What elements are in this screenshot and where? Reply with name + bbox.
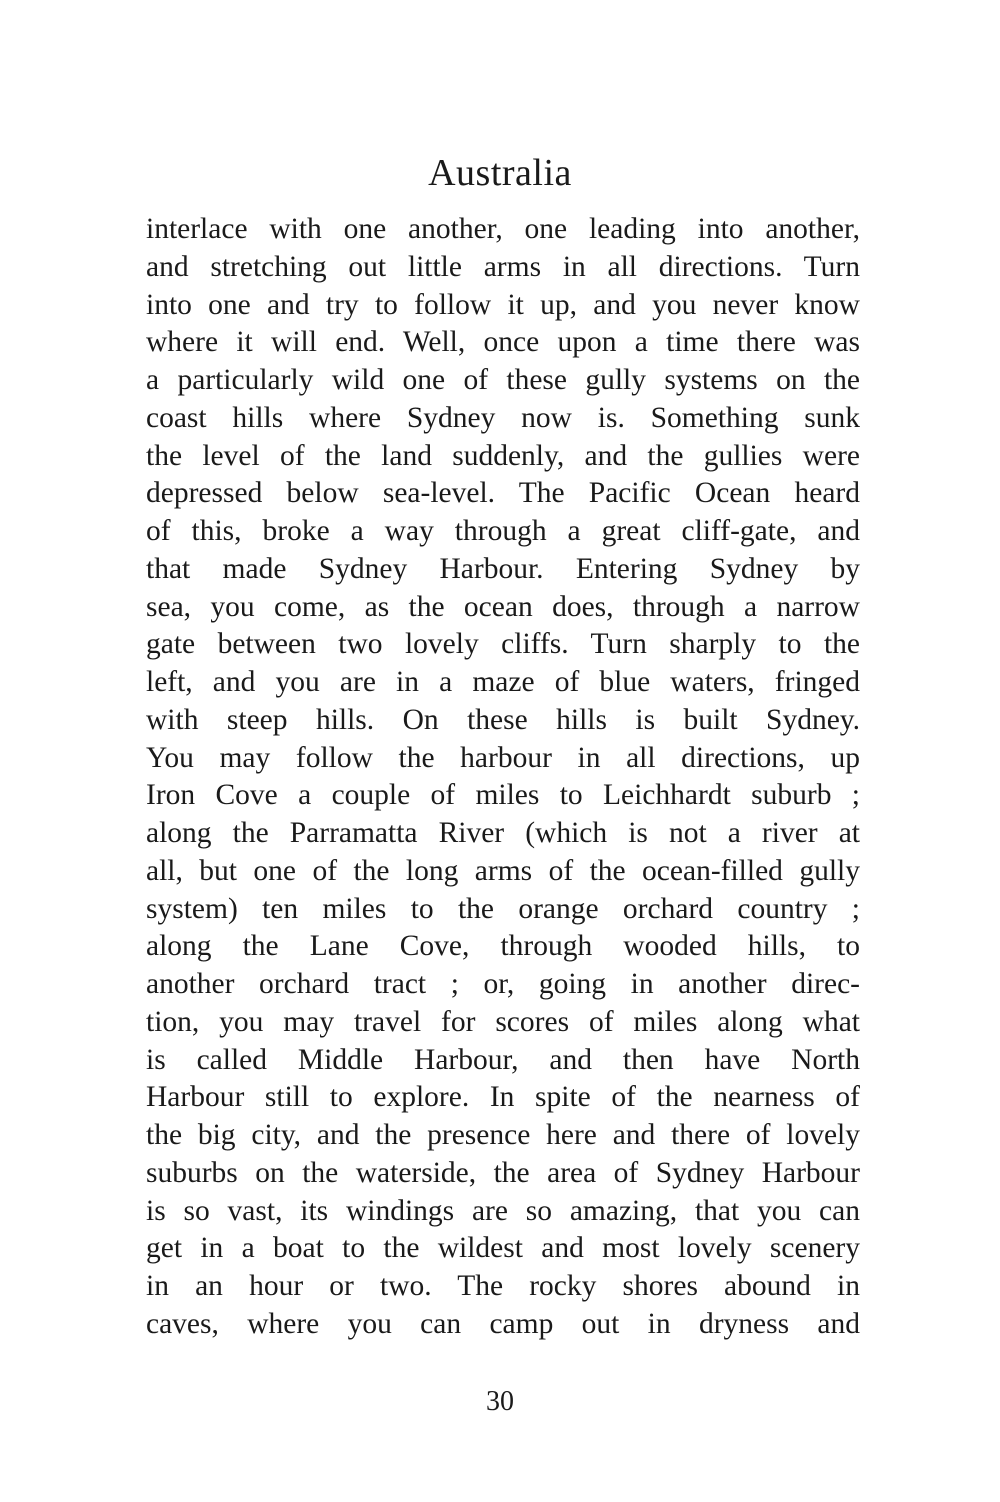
page-number: 30 (486, 1386, 514, 1417)
text-line: all, but one of the long arms of the ocean-filled gully (146, 854, 860, 887)
running-head: Australia (428, 152, 572, 194)
text-line: of this, broke a way through a great cliff-gate, and (146, 515, 860, 547)
text-line: another orchard tract ; or, going in another direc- (146, 968, 860, 1000)
text-line: coast hills where Sydney now is. Something sunk (146, 401, 860, 434)
text-line: into one and try to follow it up, and you never know (146, 288, 860, 321)
text-line: suburbs on the waterside, the area of Sydney Harbour (146, 1156, 860, 1189)
text-line: a particularly wild one of these gully systems on the (146, 364, 860, 396)
text-line: left, and you are in a maze of blue waters, fringed (146, 666, 860, 698)
body-text (146, 211, 860, 1344)
text-line: along the Lane Cove, through wooded hills, to (146, 930, 860, 963)
text-line: is called Middle Harbour, and then have North (146, 1043, 860, 1076)
text-line: caves, where you can camp out in dryness and (146, 1307, 860, 1340)
text-line: tion, you may travel for scores of miles along what (146, 1005, 860, 1038)
text-line: Iron Cove a couple of miles to Leichhardt suburb ; (146, 779, 860, 812)
text-line: system) ten miles to the orange orchard country ; (146, 892, 860, 925)
text-line: along the Parramatta River (which is not a river at (146, 817, 860, 849)
text-line: is so vast, its windings are so amazing, that you can (146, 1194, 860, 1227)
text-line: get in a boat to the wildest and most lovely scenery (146, 1232, 860, 1265)
text-line: and stretching out little arms in all directions. Turn (146, 250, 860, 283)
text-line: depressed below sea-level. The Pacific Ocean heard (146, 477, 860, 510)
text-line: the level of the land suddenly, and the gullies were (146, 439, 860, 472)
text-line: interlace with one another, one leading into another, (146, 213, 860, 245)
text-line: Harbour still to explore. In spite of the nearness of (146, 1081, 860, 1114)
text-line: You may follow the harbour in all directions, up (146, 741, 860, 774)
text-line: where it will end. Well, once upon a time there was (146, 326, 860, 359)
text-line: in an hour or two. The rocky shores abound in (146, 1270, 860, 1302)
text-line: with steep hills. On these hills is built Sydney. (146, 703, 860, 736)
text-line: gate between two lovely cliffs. Turn sharply to the (146, 628, 860, 661)
text-line: that made Sydney Harbour. Entering Sydney by (146, 552, 860, 585)
text-line: sea, you come, as the ocean does, through a narrow (146, 590, 860, 623)
text-line: the big city, and the presence here and there of lovely (146, 1119, 860, 1151)
